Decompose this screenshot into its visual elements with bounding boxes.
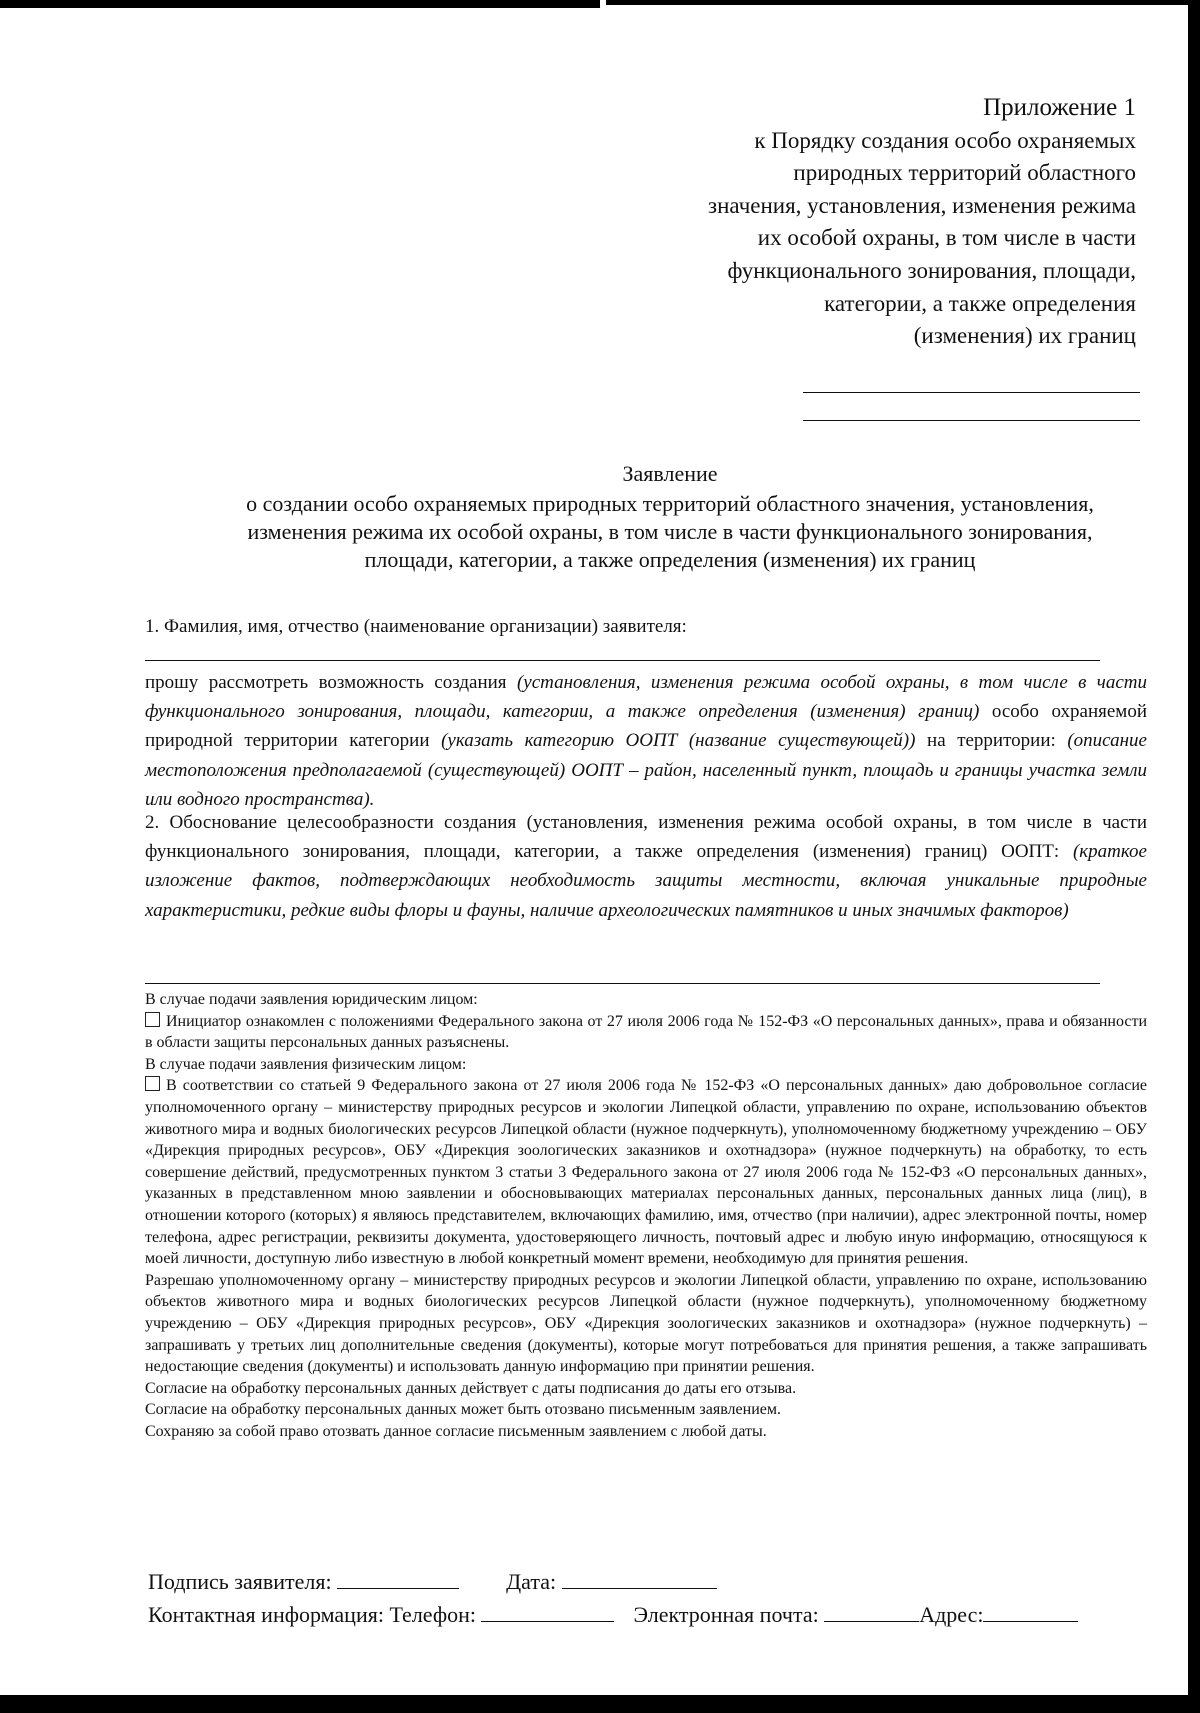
applicant-name-label: 1. Фамилия, имя, отчество (наименование организации) заявителя: (145, 616, 687, 637)
scan-border-right (1188, 0, 1200, 1713)
scan-border-bottom (0, 1695, 1200, 1713)
revocation-text: Согласие на обработку персональных данных может быть отозвано письменным заявлением. (145, 1401, 781, 1419)
address-field[interactable] (983, 1603, 1078, 1622)
legal-consent-text: Инициатор ознакомлен с положениями Федерального закона от 27 июля 2006 года № 152-ФЗ «О персональных данных», права и обязанности в области защиты персональных данных разъяснены. (145, 1012, 1147, 1052)
appendix-line: к Порядку создания особо охраняемых (754, 127, 1136, 153)
scan-border-top-left (0, 0, 600, 8)
title-line: о создании особо охраняемых природных территорий областного значения, установления, (246, 491, 1094, 516)
request-text: прошу рассмотреть возможность создания (145, 672, 517, 693)
signature-row (148, 1568, 1148, 1596)
permission-text: Разрешаю уполномоченному органу – министерству природных ресурсов и экологии Липецкой области, управлению по охране, использованию объектов животного мира и водных биологических ресурсов Липецкой области (нужное подчеркнуть), уполномоченному бюджетному учреждению – ОБУ «Дирекция природных ресурсов», ОБУ «Дирекция зоологических заказников и охотнадзора» (нужное подчеркнуть) – запрашивать у третьих лиц дополнительные сведения (документы), которые могут потребоваться для принятия решения, а также запрашивать недостающие сведения (документы) и использовать данную информацию при принятии решения. (145, 1271, 1147, 1376)
appendix-number: Приложение 1 (983, 94, 1136, 121)
appendix-line: их особой охраны, в том числе в части (757, 225, 1136, 251)
validity-text: Согласие на обработку персональных данных действует с даты подписания до даты его отзыва. (145, 1379, 797, 1397)
physical-consent-text: В соответствии со статьей 9 Федерального закона от 27 июля 2006 года № 152-ФЗ «О персональных данных» даю добровольное согласие уполномоченного органу – министерству природных ресурсов и экологии Липецкой области, управлению по охране, использованию объектов животного мира и водных биологических ресурсов Липецкой области (нужное подчеркнуть), уполномоченному бюджетному учреждению – ОБУ «Дирекция природных ресурсов», ОБУ «Дирекция зоологических заказников и охотнадзора» (нужное подчеркнуть) на обработку, то есть совершение действий, предусмотренных пунктом 3 статьи 3 Федерального закона от 27 июля 2006 года № 152-ФЗ «О персональных данных», указанных в представленном мною заявлении и обосновывающих материалах персональных данных, персональных данных лица (лиц), в отношении которого (которых) я являюсь представителем, включающих фамилию, имя, отчество (при наличии), адрес электронной почты, номер телефона, адрес регистрации, реквизиты документа, удостоверяющего личность, почтовый адрес и любую иную информацию, относящуюся к моей личности, доступную либо известную в любой конкретный момент времени, необходимую для принятия решения. (145, 1077, 1147, 1268)
phone-label: Контактная информация: Телефон: (148, 1602, 476, 1627)
justification-hint: (краткое изложение фактов, подтверждающих необходимость защиты местности, включая уникальные природные характеристики, редкие виды флоры и фауны, наличие археологических памятников и иных значимых факторов) (145, 841, 1147, 921)
legal-consent (145, 1011, 1147, 1054)
recipient-line-2[interactable] (803, 420, 1140, 421)
location-hint: (описание местоположения предполагаемой (существующей) ООПТ – район, населенный пункт, площадь и границы участка земли или водного пространства). (145, 730, 1147, 810)
address-label: Адрес: (919, 1602, 984, 1627)
legal-consent-checkbox[interactable] (145, 1012, 160, 1027)
date-label: Дата: (506, 1569, 557, 1594)
email-label: Электронная почта: (633, 1602, 819, 1627)
justification-text: 2. Обоснование целесообразности создания (установления, изменения режима особой охраны, в том числе в части функционального зонирования, площади, категории, а также определения (изменения) границ) ООПТ: (145, 812, 1147, 863)
appendix-header (560, 92, 1136, 353)
applicant-name-field[interactable] (145, 660, 1100, 661)
appendix-line: природных территорий областного (793, 160, 1136, 186)
consent-block (145, 989, 1147, 1442)
document-title (140, 460, 1200, 574)
title-heading: Заявление (622, 461, 718, 486)
email-field[interactable] (824, 1603, 919, 1622)
recipient-line-1[interactable] (803, 392, 1140, 393)
title-line: изменения режима их особой охраны, в том числе в части функционального зонирования, (247, 519, 1093, 544)
appendix-line: функционального зонирования, площади, (727, 257, 1136, 283)
contact-row (148, 1601, 1148, 1629)
signature-field[interactable] (337, 1570, 459, 1589)
reserve-text: Сохраняю за собой право отозвать данное согласие письменным заявлением с любой даты. (145, 1422, 767, 1440)
request-text: особо охраняемой природной территории категории (145, 701, 1147, 752)
legal-heading: В случае подачи заявления юридическим лицом: (145, 991, 478, 1008)
request-text: на территории: (915, 730, 1068, 752)
physical-heading: В случае подачи заявления физическим лицом: (145, 1055, 467, 1073)
appendix-line: (изменения) их границ (913, 323, 1136, 349)
date-field[interactable] (562, 1570, 717, 1589)
category-hint: (указать категорию ООПТ (название существующей)) (441, 730, 916, 752)
appendix-line: значения, установления, изменения режима (708, 192, 1136, 218)
signature-label: Подпись заявителя: (148, 1569, 332, 1594)
request-paragraph (145, 668, 1147, 814)
phone-field[interactable] (481, 1603, 614, 1622)
justification-paragraph (145, 808, 1147, 925)
scan-border-top-right (606, 0, 1200, 5)
physical-consent (145, 1075, 1147, 1269)
justification-field[interactable] (145, 983, 1100, 984)
appendix-line: категории, а также определения (824, 290, 1136, 316)
physical-consent-checkbox[interactable] (145, 1076, 160, 1091)
request-hint: (установления, изменения режима особой охраны, в том числе в части функционального зонирования, площади, категории, а также определения (изменения) границ) (145, 672, 1147, 723)
title-line: площади, категории, а также определения (изменения) их границ (364, 547, 976, 572)
